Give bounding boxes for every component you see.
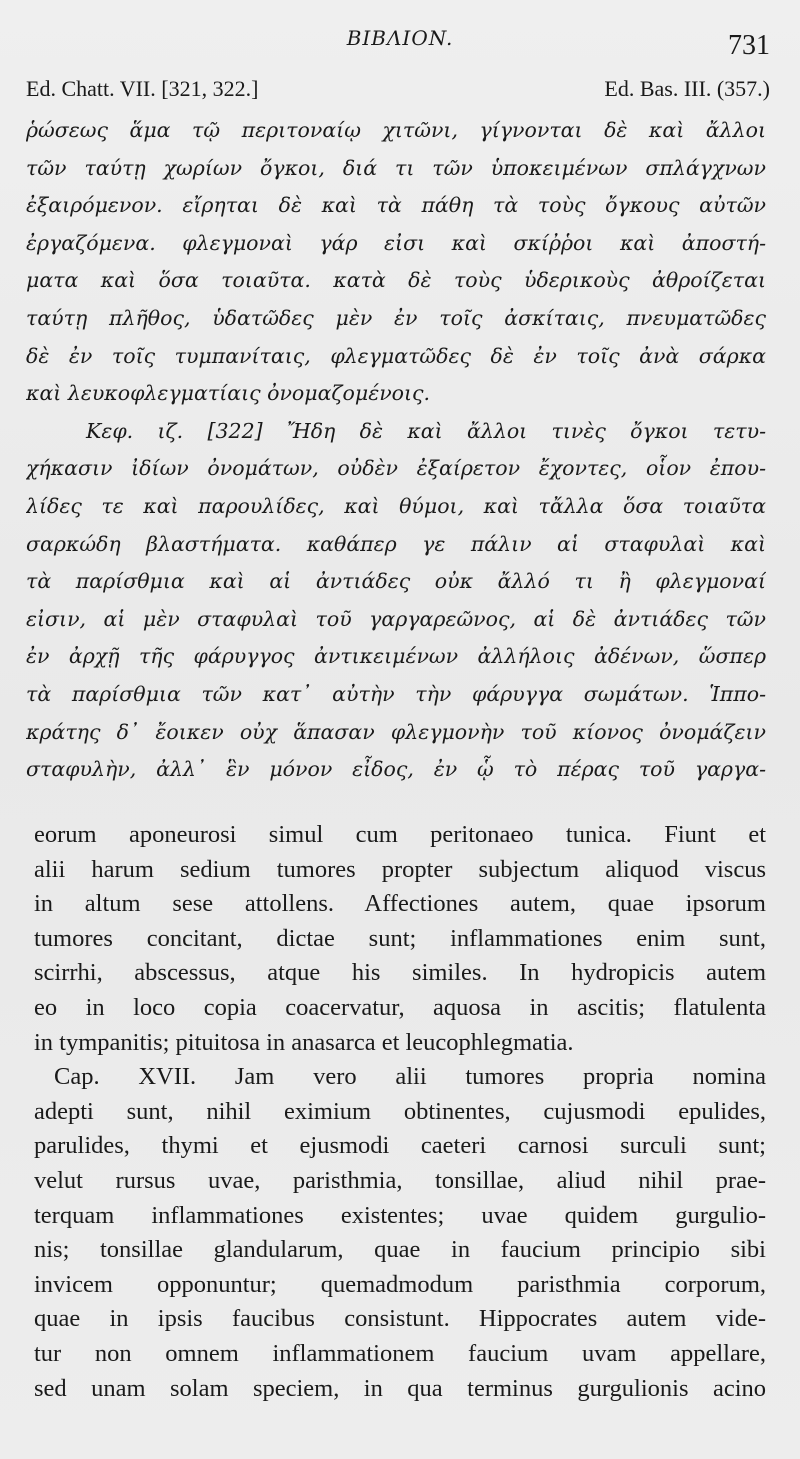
latin-line: eo in loco copia coacervatur, aquosa in ascitis; flatulenta: [34, 993, 766, 1021]
latin-text-block: [34, 818, 766, 1406]
latin-line: scirrhi, abscessus, atque his similes. In hydropicis autem: [34, 959, 766, 987]
latin-line: quae in ipsis faucibus consistunt. Hippocrates autem vide-: [34, 1305, 766, 1333]
greek-line: εἰσιν, αἱ μὲν σταφυλαὶ τοῦ γαργαρεῶνος, αἱ δὲ ἀντιάδες τῶν: [26, 606, 766, 631]
greek-line: δὲ ἐν τοῖς τυμπανίταις, φλεγματῶδες δὲ ἐν τοῖς ἀνὰ σάρκα: [26, 343, 766, 368]
edition-chartier-ref: Ed. Chatt. VII. [321, 322.]: [26, 76, 259, 101]
latin-line: terquam inflammationes existentes; uvae quidem gurgulio-: [34, 1201, 766, 1229]
greek-line: καὶ λευκοφλεγματίαις ὀνομαζομένοις.: [26, 381, 431, 406]
latin-line: velut rursus uvae, paristhmia, tonsillae, aliud nihil prae-: [34, 1166, 766, 1194]
greek-line: ματα καὶ ὅσα τοιαῦτα. κατὰ δὲ τοὺς ὑδερικοὺς ἀθροίζεται: [26, 268, 766, 293]
greek-line: τῶν ταύτῃ χωρίων ὄγκοι, διά τι τῶν ὑποκειμένων σπλάγχνων: [26, 155, 766, 180]
greek-line: ῥώσεως ἅμα τῷ περιτοναίῳ χιτῶνι, γίγνονται δὲ καὶ ἄλλοι: [26, 118, 766, 142]
latin-chapter-heading-line: Cap. XVII. Jam vero alii tumores propria nomina: [54, 1063, 766, 1091]
latin-line: alii harum sedium tumores propter subjectum aliquod viscus: [34, 855, 766, 883]
page-number: 731: [728, 30, 770, 61]
greek-line: τὰ παρίσθμια τῶν κατ᾽ αὐτὴν τὴν φάρυγγα σωμάτων. Ἱππο-: [26, 681, 766, 706]
latin-line: eorum aponeurosi simul cum peritonaeo tunica. Fiunt et: [34, 821, 766, 848]
edition-basel-ref: Ed. Bas. III. (357.): [604, 76, 770, 101]
greek-line: σαρκώδη βλαστήματα. καθάπερ γε πάλιν αἱ σταφυλαὶ καὶ: [26, 531, 766, 556]
latin-line: sed unam solam speciem, in qua terminus gurgulionis acino: [34, 1374, 766, 1402]
greek-line: ἐν ἀρχῇ τῆς φάρυγγος ἀντικειμένων ἀλλήλοις ἀδένων, ὥσπερ: [26, 644, 766, 669]
latin-line: adepti sunt, nihil eximium obtinentes, cujusmodi epulides,: [34, 1097, 766, 1125]
latin-line: nis; tonsillae glandularum, quae in faucium principio sibi: [34, 1236, 766, 1264]
greek-line: ἐργαζόμενα. φλεγμοναὶ γάρ εἰσι καὶ σκίῤῥοι καὶ ἀποστή-: [26, 230, 766, 255]
running-head: BIBΛION.: [346, 26, 454, 50]
latin-line: tumores concitant, dictae sunt; inflammationes enim sunt,: [34, 924, 766, 952]
latin-line: parulides, thymi et ejusmodi caeteri carnosi surculi sunt;: [34, 1132, 766, 1160]
greek-text-block: [26, 112, 766, 789]
greek-chapter-heading-line: Κεφ. ιζ. [322] Ἤδη δὲ καὶ ἄλλοι τινὲς ὄγκοι τετυ-: [86, 418, 766, 443]
latin-line: invicem opponuntur; quemadmodum paristhmia corporum,: [34, 1270, 766, 1298]
greek-line: σταφυλὴν, ἀλλ᾽ ἓν μόνον εἶδος, ἐν ᾧ τὸ πέρας τοῦ γαργα-: [26, 757, 766, 782]
latin-line: in tympanitis; pituitosa in anasarca et leucophlegmatia.: [34, 1028, 574, 1056]
greek-line: λίδες τε καὶ παρουλίδες, καὶ θύμοι, καὶ τἄλλα ὅσα τοιαῦτα: [26, 493, 766, 518]
edition-reference-row: [26, 76, 770, 106]
greek-line: κράτης δ᾽ ἔοικεν οὐχ ἅπασαν φλεγμονὴν τοῦ κίονος ὀνομάζειν: [26, 719, 766, 744]
greek-line: ταύτῃ πλῆθος, ὑδατῶδες μὲν ἐν τοῖς ἀσκίταις, πνευματῶδες: [26, 305, 766, 330]
greek-line: χήκασιν ἰδίων ὀνομάτων, οὐδὲν ἐξαίρετον ἔχοντες, οἷον ἐπου-: [26, 456, 766, 481]
latin-line: in altum sese attollens. Affectiones autem, quae ipsorum: [34, 890, 766, 918]
greek-line: ἐξαιρόμενον. εἴρηται δὲ καὶ τὰ πάθη τὰ τοὺς ὄγκους αὐτῶν: [26, 193, 766, 218]
latin-line: tur non omnem inflammationem faucium uvam appellare,: [34, 1339, 766, 1367]
greek-line: τὰ παρίσθμια καὶ αἱ ἀντιάδες οὐκ ἄλλό τι ἢ φλεγμοναί: [26, 569, 766, 594]
